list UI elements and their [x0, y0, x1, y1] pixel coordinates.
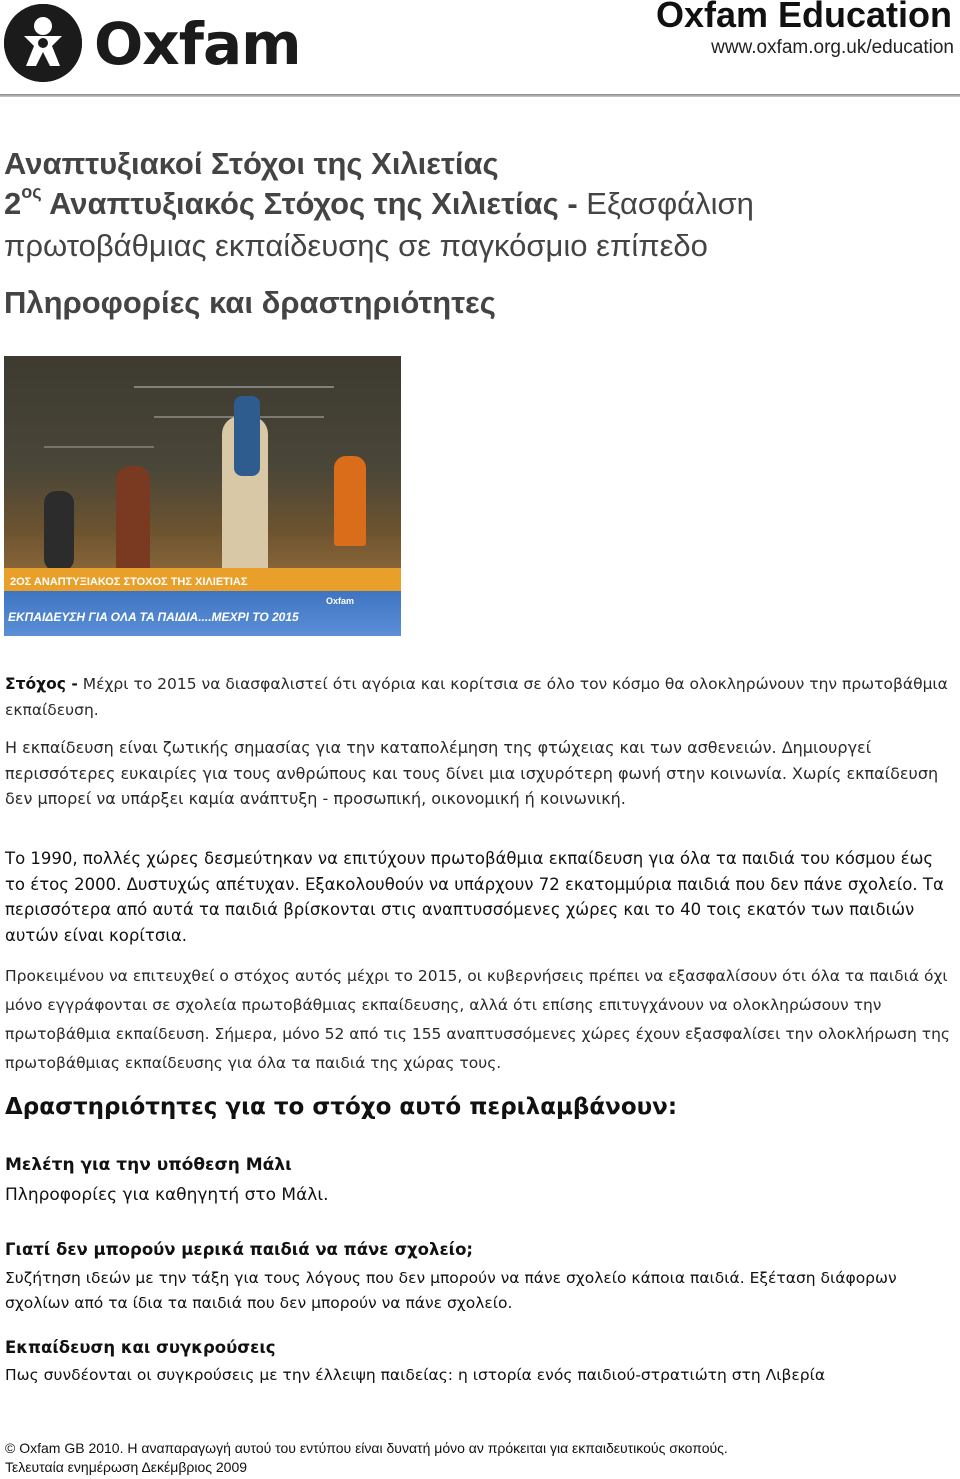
footer-updated: Τελευταία ενημέρωση Δεκέμβριος 2009 — [5, 1459, 248, 1475]
goal-title-bold: Αναπτυξιακός Στόχος της Χιλιετίας - — [41, 186, 578, 221]
goal-ordinal: ος — [21, 182, 42, 202]
history-paragraph: Το 1990, πολλές χώρες δεσμεύτηκαν να επιτύχουν πρωτοβάθμια εκπαίδευση για όλα τα παιδιά του κόσμου έως το έτος 2000. Δυστυχώς απέτυχαν. Εξακολουθούν να υπάρχουν 72 εκατομμύρια παιδιά που δεν πάνε σχολείο. Τα περισσότερα από αυτά τα παιδιά βρίσκονται στις αναπτυσσόμενες χώρες και το 40 τοις εκατόν των παιδιών αυτών είναι κορίτσια. — [5, 849, 944, 945]
child-figure — [116, 466, 150, 576]
footer-copyright: © Oxfam GB 2010. Η αναπαραγωγή αυτού του εντύπου είναι δυνατή μόνο αν πρόκειται για εκπαιδευτικούς σκοπούς. — [5, 1440, 728, 1456]
activity-title-conflict[interactable]: Εκπαίδευση και συγκρούσεις — [5, 1338, 276, 1357]
child-figure — [334, 456, 366, 546]
header-divider — [0, 94, 960, 97]
child-figure — [44, 491, 74, 571]
activity-desc-why-not-school: Συζήτηση ιδεών με την τάξη για τους λόγους που δεν μπορούν να πάνε σχολείο κάποια παιδιά. Εξέταση διάφορων σχολίων από τα ίδια τα παιδιά που δεν μπορούν να πάνε σχολείο. — [5, 1269, 897, 1312]
page-subtitle: Πληροφορίες και δραστηριότητες — [4, 285, 496, 320]
activity-desc-mali: Πληροφορίες για καθηγητή στο Μάλι. — [5, 1185, 329, 1205]
chalkboard-writing — [134, 386, 334, 388]
photo-caption-goal: 2ΟΣ ΑΝΑΠΤΥΞΙΑΚΟΣ ΣΤΟΧΟΣ ΤΗΣ ΧΙΛΙΕΤΙΑΣ — [10, 576, 248, 588]
activity-desc-conflict: Πως συνδέονται οι συγκρούσεις με την έλλειψη παιδείας: η ιστορία ενός παιδιού-στρατιώτη στη Λιβερία — [5, 1366, 826, 1384]
goal-title — [4, 182, 754, 222]
goal-label: Στόχος - — [5, 675, 78, 693]
importance-paragraph: Η εκπαίδευση είναι ζωτικής σημασίας για την καταπολέμηση της φτώχειας και των ασθενειών. Δημιουργεί περισσότερες ευκαιρίες για τους ανθρώπους και τους δίνει μια ισχυρότερη φωνή στην κοινωνία. Χωρίς εκπαίδευση δεν μπορεί να υπάρξει καμία ανάπτυξη - προσωπική, οικονομική ή κοινωνική. — [5, 738, 939, 808]
goal-paragraph — [5, 672, 950, 723]
logo-text: Oxfam — [94, 10, 301, 78]
activity-title-mali[interactable]: Μελέτη για την υπόθεση Μάλι — [5, 1155, 292, 1175]
oxfam-logo — [4, 4, 301, 84]
goal-number: 2 — [4, 186, 22, 221]
activity-title-why-not-school[interactable]: Γιατί δεν μπορούν μερικά παιδιά να πάνε σχολείο; — [5, 1240, 474, 1259]
photo-oxfam-logo: Oxfam — [326, 596, 355, 606]
teacher-scarf — [234, 396, 260, 476]
goal-text: Μέχρι το 2015 να διασφαλιστεί ότι αγόρια και κορίτσια σε όλο τον κόσμο θα ολοκληρώνουν την πρωτοβάθμια εκπαίδευση. — [5, 675, 948, 719]
photo-caption-slogan: ΕΚΠΑΙΔΕΥΣΗ ΓΙΑ ΟΛΑ ΤΑ ΠΑΙΔΙΑ....ΜΕΧΡΙ ΤΟ 2015 — [8, 610, 299, 624]
classroom-photo — [4, 356, 401, 636]
requirements-paragraph: Προκειμένου να επιτευχθεί ο στόχος αυτός μέχρι το 2015, οι κυβερνήσεις πρέπει να εξασφαλίσουν ότι όλα τα παιδιά όχι μόνο εγγράφονται σε σχολεία πρωτοβάθμιας εκπαίδευσης, αλλά ότι επίσης επιτυγχάνουν να ολοκληρώσουν την πρωτοβάθμια εκπαίδευση. Σήμερα, μόνο 52 από τις 155 αναπτυσσόμενες χώρες έχουν εξασφαλίσει την ολοκλήρωση της πρωτοβάθμιας εκπαίδευσης για όλα τα παιδιά της χώρας τους. — [5, 967, 951, 1072]
brand-url[interactable]: www.oxfam.org.uk/education — [711, 37, 954, 58]
goal-title-continued: πρωτοβάθμιας εκπαίδευσης σε παγκόσμιο επίπεδο — [4, 228, 708, 263]
goal-title-rest: Εξασφάλιση — [577, 186, 754, 221]
activities-heading: Δραστηριότητες για το στόχο αυτό περιλαμβάνουν: — [5, 1094, 678, 1120]
oxfam-figure-icon — [4, 4, 82, 82]
chalkboard-writing — [44, 446, 154, 448]
brand-title: Oxfam Education — [655, 0, 952, 35]
page-title: Αναπτυξιακοί Στόχοι της Χιλιετίας — [4, 146, 499, 181]
